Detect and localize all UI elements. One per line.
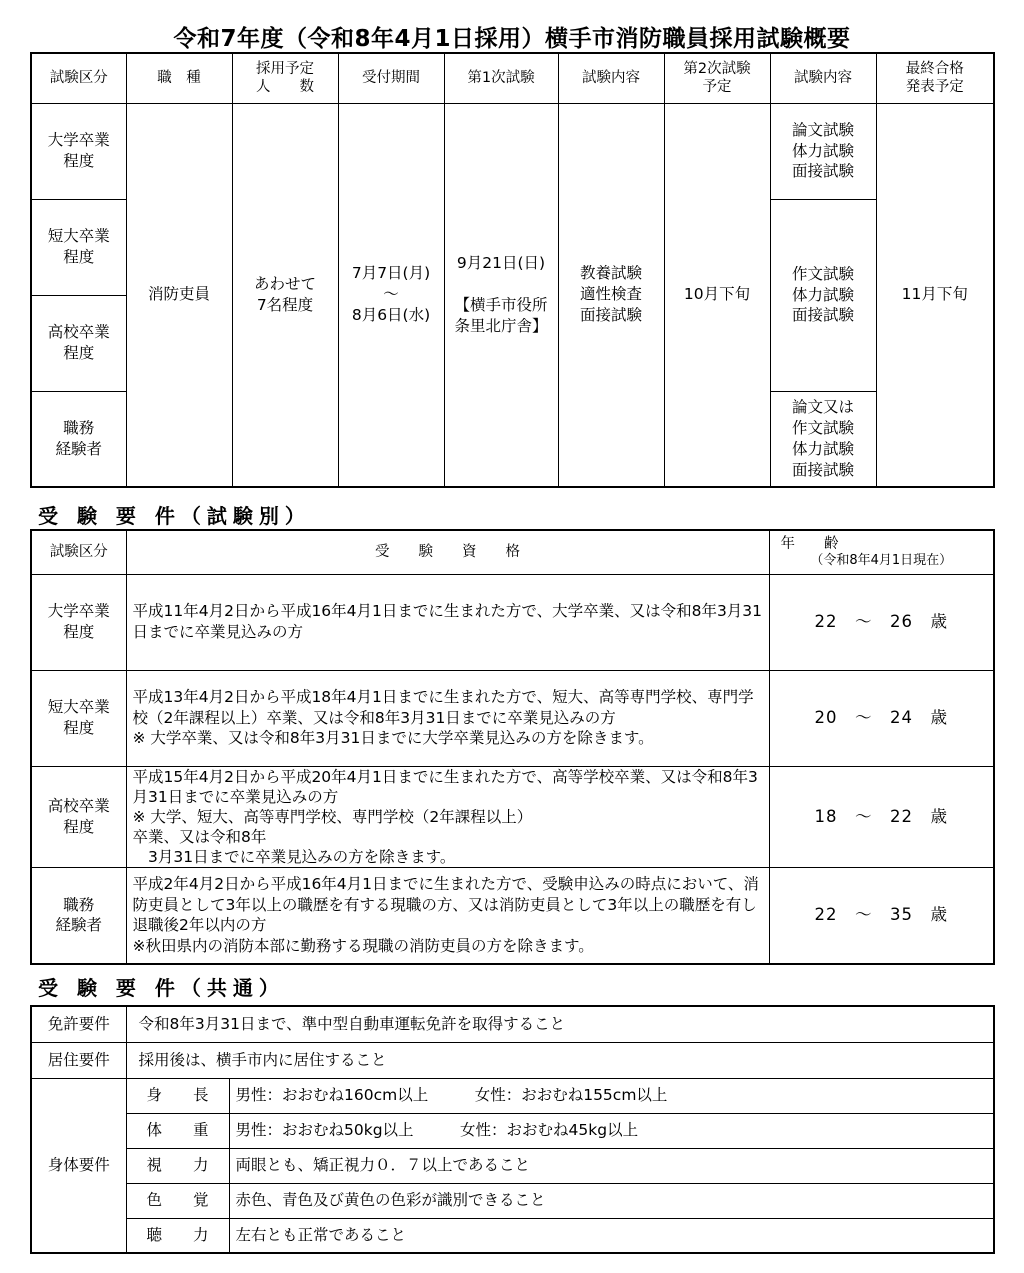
physical-row — [31, 1113, 994, 1148]
header-category: 試験区分 — [31, 53, 126, 103]
req-category: 職務 経験者 — [31, 868, 126, 964]
second-content-college-highschool: 作文試験 体力試験 面接試験 — [770, 199, 876, 391]
overview-row — [31, 103, 994, 199]
first-exam: 9月21日(日) 【横手市役所 条里北庁舎】 — [444, 103, 558, 487]
req-category: 高校卒業 程度 — [31, 766, 126, 868]
common-requirements-table — [30, 1005, 995, 1254]
second-content-experienced: 論文又は 作文試験 体力試験 面接試験 — [770, 391, 876, 487]
req-age: 18 ～ 22 歳 — [769, 766, 994, 868]
physical-item-text: 男性：おおむね50kg以上 女性：おおむね45kg以上 — [229, 1113, 994, 1148]
header-period: 受付期間 — [338, 53, 444, 103]
physical-row — [31, 1183, 994, 1218]
req-header-qualification: 受 験 資 格 — [126, 530, 769, 574]
category-high-school: 高校卒業 程度 — [31, 295, 126, 391]
requirement-row — [31, 868, 994, 964]
req-qualification: 平成2年4月2日から平成16年4月1日までに生まれた方で、受験申込みの時点において、消防吏員として3年以上の職歴を有する現職の方、又は消防吏員として3年以上の職歴を有し退職後2年以内の方 ※秋田県内の消防本部に勤務する現職の消防吏員の方を除きます。 — [126, 868, 769, 964]
physical-item-text: 両眼とも、矯正視力０．７以上であること — [229, 1148, 994, 1183]
req-age: 22 ～ 26 歳 — [769, 574, 994, 670]
second-content-university: 論文試験 体力試験 面接試験 — [770, 103, 876, 199]
req-header-age-note: （令和8年4月1日現在） — [810, 553, 953, 569]
physical-item-name: 色 覚 — [126, 1183, 229, 1218]
header-second-content: 試験内容 — [770, 53, 876, 103]
req-category: 短大卒業 程度 — [31, 670, 126, 766]
physical-label: 身体要件 — [31, 1078, 126, 1253]
physical-row — [31, 1078, 994, 1113]
requirement-row — [31, 766, 994, 868]
physical-item-name: 視 力 — [126, 1148, 229, 1183]
req-qualification: 平成11年4月2日から平成16年4月1日までに生まれた方で、大学卒業、又は令和8年3月31日までに卒業見込みの方 — [126, 574, 769, 670]
header-job: 職 種 — [126, 53, 232, 103]
header-first-content: 試験内容 — [558, 53, 664, 103]
section-heading-by-exam: 受 験 要 件（試験別） — [38, 504, 311, 528]
overview-header-row — [31, 53, 994, 103]
residence-text: 採用後は、横手市内に居住すること — [126, 1042, 994, 1078]
header-count: 採用予定 人 数 — [232, 53, 338, 103]
recruit-count: あわせて 7名程度 — [232, 103, 338, 487]
exam-overview-table — [30, 52, 995, 488]
req-qualification: 平成15年4月2日から平成20年4月1日までに生まれた方で、高等学校卒業、又は令和8年3月31日までに卒業見込みの方 ※ 大学、短大、高等専門学校、専門学校（2年課程以上） 卒業、又は令和8年 3月31日までに卒業見込みの方を除きます。 — [126, 766, 769, 868]
residence-label: 居住要件 — [31, 1042, 126, 1078]
physical-item-text: 男性：おおむね160cm以上 女性：おおむね155cm以上 — [229, 1078, 994, 1113]
first-exam-content: 教養試験 適性検査 面接試験 — [558, 103, 664, 487]
physical-item-text: 左右とも正常であること — [229, 1218, 994, 1253]
page-title: 令和7年度（令和8年4月1日採用）横手市消防職員採用試験概要 — [173, 26, 851, 52]
application-period: 7月7日(月) ～ 8月6日(水) — [338, 103, 444, 487]
physical-item-name: 身 長 — [126, 1078, 229, 1113]
requirement-row — [31, 670, 994, 766]
license-text: 令和8年3月31日まで、準中型自動車運転免許を取得すること — [126, 1006, 994, 1042]
requirements-table — [30, 529, 995, 965]
physical-item-name: 体 重 — [126, 1113, 229, 1148]
category-university: 大学卒業 程度 — [31, 103, 126, 199]
category-junior-college: 短大卒業 程度 — [31, 199, 126, 295]
final-announcement: 11月下旬 — [876, 103, 994, 487]
header-first-exam: 第1次試験 — [444, 53, 558, 103]
header-second-exam: 第2次試験 予定 — [664, 53, 770, 103]
job-type: 消防吏員 — [126, 103, 232, 487]
requirements-header-row — [31, 530, 994, 574]
second-exam: 10月下旬 — [664, 103, 770, 487]
physical-item-text: 赤色、青色及び黄色の色彩が識別できること — [229, 1183, 994, 1218]
req-header-age-label: 年 齢 — [780, 536, 839, 553]
req-category: 大学卒業 程度 — [31, 574, 126, 670]
physical-row — [31, 1218, 994, 1253]
category-experienced: 職務 経験者 — [31, 391, 126, 487]
residence-row — [31, 1042, 994, 1078]
req-age: 22 ～ 35 歳 — [769, 868, 994, 964]
license-label: 免許要件 — [31, 1006, 126, 1042]
physical-item-name: 聴 力 — [126, 1218, 229, 1253]
req-qualification: 平成13年4月2日から平成18年4月1日までに生まれた方で、短大、高等専門学校、専門学校（2年課程以上）卒業、又は令和8年3月31日までに卒業見込みの方 ※ 大学卒業、又は令和8年3月31日までに大学卒業見込みの方を除きます。 — [126, 670, 769, 766]
req-header-category: 試験区分 — [31, 530, 126, 574]
license-row — [31, 1006, 994, 1042]
header-final: 最終合格 発表予定 — [876, 53, 994, 103]
req-age: 20 ～ 24 歳 — [769, 670, 994, 766]
req-header-age — [769, 530, 994, 574]
physical-row — [31, 1148, 994, 1183]
section-heading-common: 受 験 要 件（共通） — [38, 976, 285, 1000]
requirement-row — [31, 574, 994, 670]
